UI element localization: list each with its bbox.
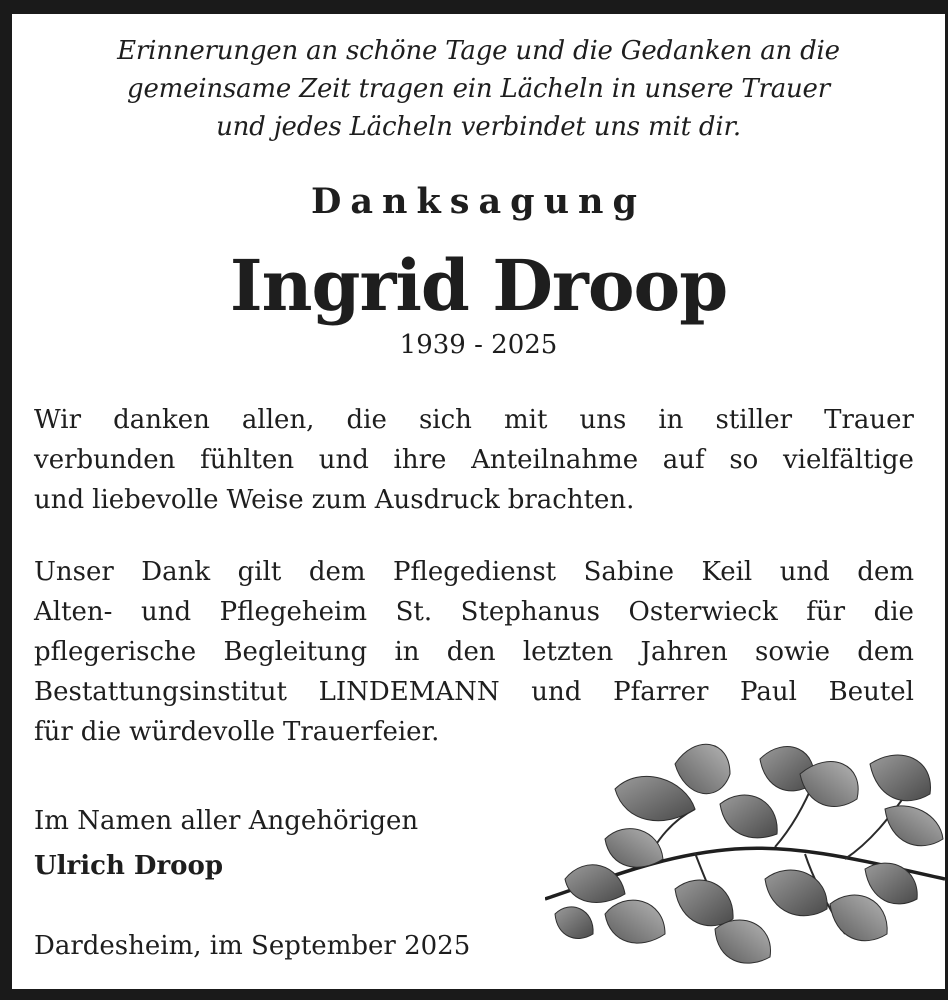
- beech-branch-leaves-image: [545, 729, 945, 979]
- paragraph-line: [34, 440, 914, 480]
- poem-line-2: gemeinsame Zeit tragen ein Lächeln in unsere Trauer: [127, 74, 830, 104]
- word: gilt: [237, 557, 282, 587]
- word: LINDEMANN: [318, 677, 500, 707]
- word: Paul: [740, 677, 797, 707]
- word: in: [658, 405, 684, 435]
- word: danken: [113, 405, 210, 435]
- word: mit: [503, 405, 548, 435]
- signature-name: Ulrich Droop: [34, 851, 224, 881]
- word: Trauerfeier.: [282, 717, 440, 747]
- word: ihre: [393, 445, 447, 475]
- word: Begleitung: [223, 637, 368, 667]
- word: stiller: [715, 405, 793, 435]
- word: und: [34, 485, 85, 515]
- word: würdevolle: [129, 717, 275, 747]
- word: Keil: [701, 557, 753, 587]
- word: Jahren: [640, 637, 728, 667]
- paragraph-line: [34, 592, 914, 632]
- word: für: [806, 597, 846, 627]
- paragraph-line: [34, 400, 914, 440]
- paragraph-line: [34, 632, 914, 672]
- word: uns: [579, 405, 627, 435]
- word: brachten.: [507, 485, 635, 515]
- word: dem: [308, 557, 366, 587]
- word: Osterwieck: [628, 597, 778, 627]
- word: und: [141, 597, 192, 627]
- word: für: [34, 717, 73, 747]
- word: Stephanus: [460, 597, 600, 627]
- word: verbunden: [34, 445, 176, 475]
- word: Beutel: [828, 677, 914, 707]
- word: Bestattungsinstitut: [34, 677, 287, 707]
- word: allen,: [241, 405, 315, 435]
- deceased-name: Ingrid Droop: [229, 244, 728, 327]
- word: Pflegedienst: [392, 557, 557, 587]
- signature-intro: Im Namen aller Angehörigen: [34, 806, 419, 836]
- word: Ausdruck: [374, 485, 500, 515]
- word: dem: [857, 557, 914, 587]
- thanks-paragraph-1: [34, 400, 914, 520]
- word: vielfältige: [782, 445, 914, 475]
- word: sich: [418, 405, 472, 435]
- life-years: 1939 - 2025: [399, 330, 558, 360]
- word: die: [346, 405, 387, 435]
- word: St.: [395, 597, 433, 627]
- word: so: [729, 445, 759, 475]
- poem-line-1: Erinnerungen an schöne Tage und die Gedanken an die: [117, 36, 840, 66]
- word: in: [394, 637, 420, 667]
- word: Pfarrer: [613, 677, 709, 707]
- word: dem: [857, 637, 914, 667]
- word: letzten: [522, 637, 614, 667]
- word: Dank: [141, 557, 211, 587]
- word: fühlten: [200, 445, 295, 475]
- word: den: [446, 637, 496, 667]
- word: Weise: [226, 485, 304, 515]
- notice-heading: Danksagung: [311, 181, 646, 222]
- word: Pflegeheim: [219, 597, 368, 627]
- paragraph-line: [34, 672, 914, 712]
- paragraph-line: [34, 480, 914, 520]
- word: die: [873, 597, 914, 627]
- word: sowie: [755, 637, 830, 667]
- word: Sabine: [583, 557, 674, 587]
- poem-line-3: und jedes Lächeln verbindet uns mit dir.: [216, 112, 741, 142]
- memorial-poem: [12, 32, 945, 146]
- word: liebevolle: [92, 485, 219, 515]
- word: Unser: [34, 557, 114, 587]
- word: Trauer: [824, 405, 914, 435]
- word: und: [531, 677, 582, 707]
- word: Anteilnahme: [471, 445, 639, 475]
- word: und: [318, 445, 369, 475]
- word: und: [779, 557, 830, 587]
- word: pflegerische: [34, 637, 197, 667]
- word: Alten-: [34, 597, 113, 627]
- word: zum: [311, 485, 367, 515]
- thanks-paragraph-2: [34, 552, 914, 752]
- word: die: [80, 717, 122, 747]
- place-and-date: Dardesheim, im September 2025: [34, 931, 471, 961]
- word: Wir: [34, 405, 82, 435]
- word: auf: [662, 445, 705, 475]
- paragraph-line: [34, 552, 914, 592]
